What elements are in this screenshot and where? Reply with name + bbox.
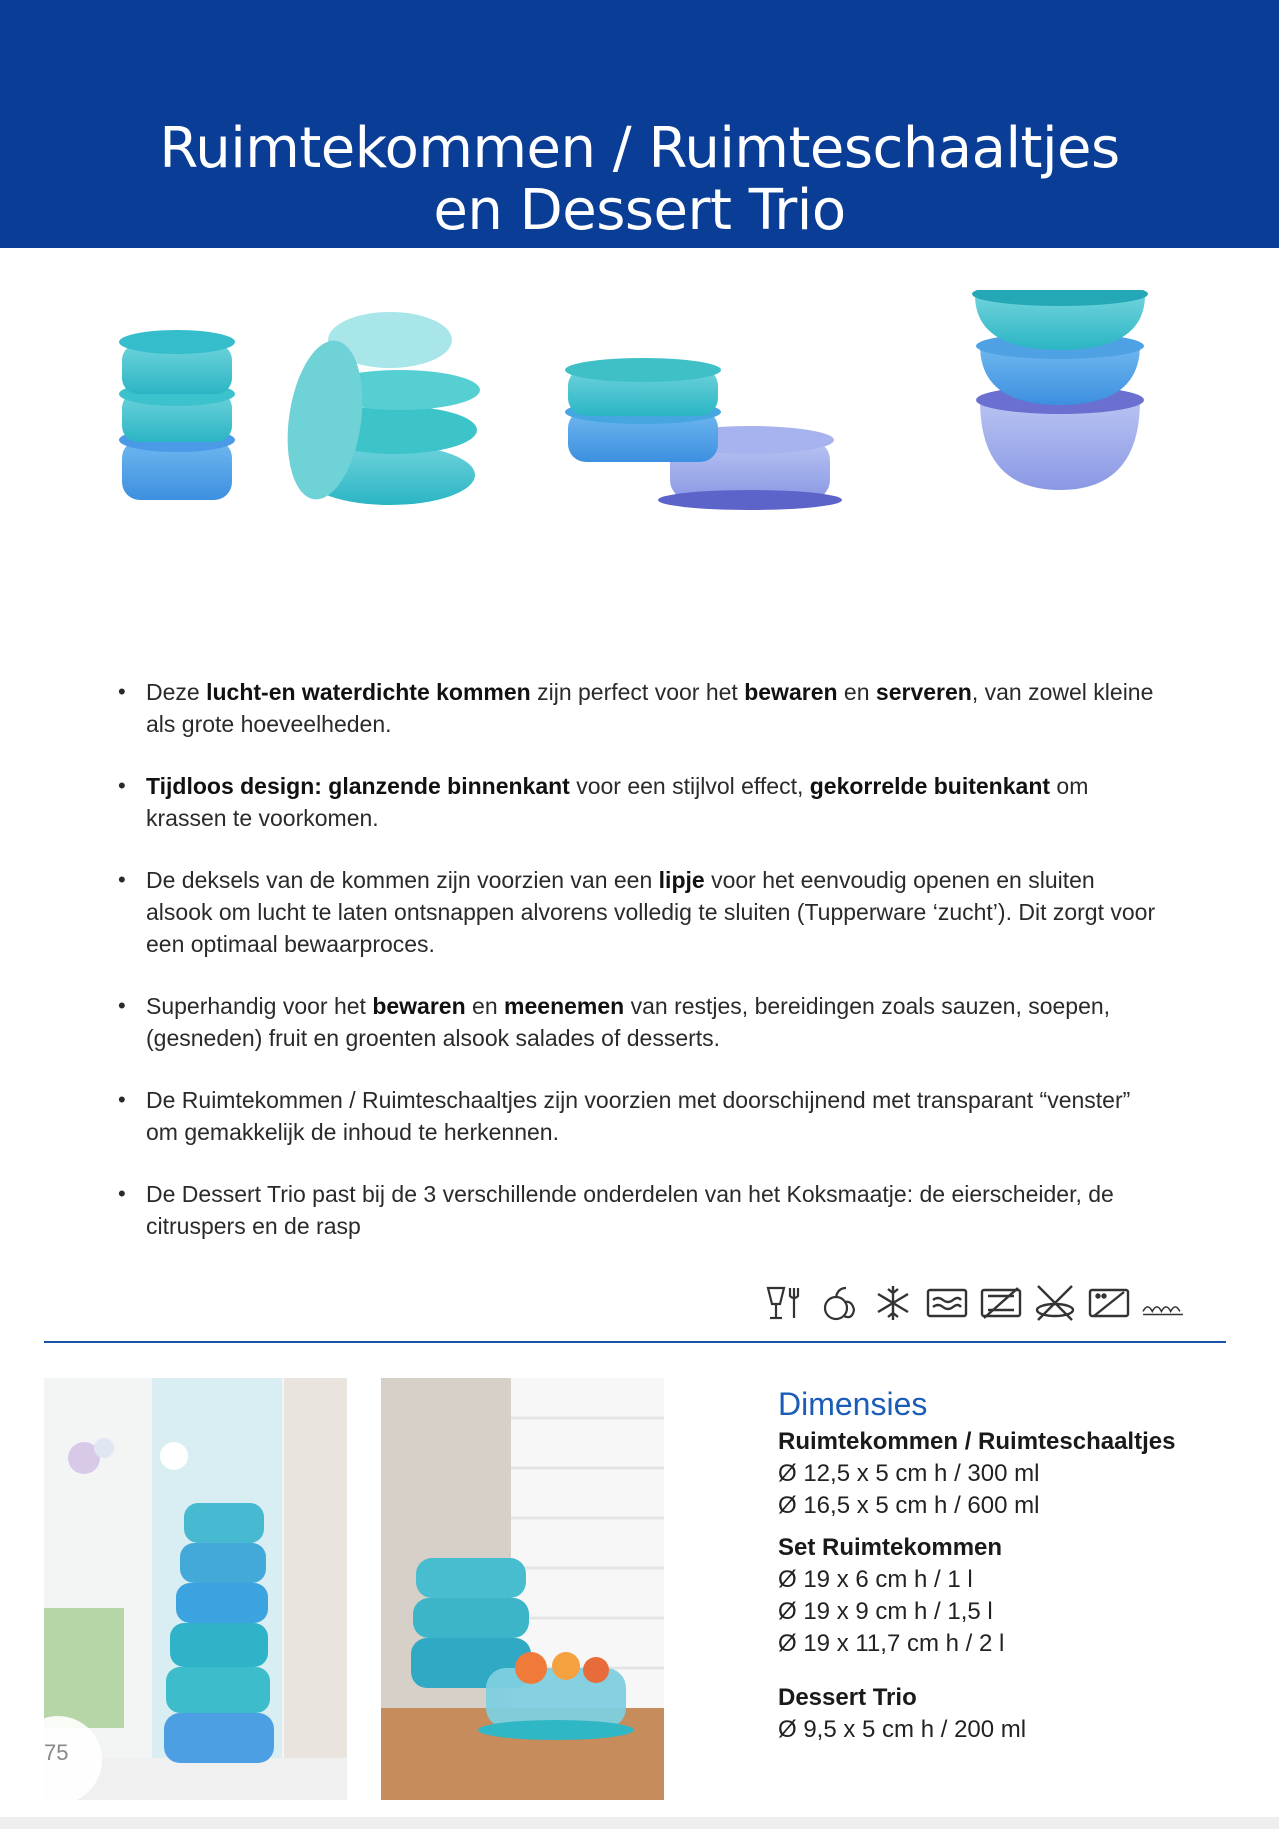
dimensions-group-ruimtekommen	[778, 1426, 1248, 1522]
page-header	[0, 0, 1279, 248]
bullet-text: om krassen te voorkomen.	[146, 773, 1089, 831]
dimensions-group-title: Ruimtekommen / Ruimteschaaltjes	[778, 1428, 1176, 1455]
bowl-stack-large	[972, 290, 1148, 490]
bullet-text: , van zowel kleine als grote hoeveelheden.	[146, 679, 1154, 737]
bullet-text: van restjes, bereidingen zoals sauzen, soepen, (gesneden) fruit en groenten alsook salades of desserts.	[146, 993, 1111, 1051]
dimension-value: Ø 12,5 x 5 cm h / 300 ml	[778, 1460, 1040, 1487]
dimensions-group-title: Set Ruimtekommen	[778, 1534, 1003, 1561]
dimension-value: Ø 16,5 x 5 cm h / 600 ml	[778, 1492, 1040, 1519]
feature-bullet	[112, 676, 1162, 740]
bullet-text-bold: lucht-en waterdichte kommen	[206, 679, 531, 705]
usage-icons-row	[762, 1278, 1232, 1328]
feature-bullet	[112, 1084, 1162, 1148]
bullet-text: De deksels van de kommen zijn voorzien van een	[146, 867, 659, 893]
dimensions-group-dessert-trio	[778, 1682, 1248, 1746]
bullet-text: De Ruimtekommen / Ruimteschaaltjes zijn voorzien met doorschijnend met transparant “venster” om gemakkelijk de inhoud te herkennen.	[146, 1087, 1131, 1145]
dimension-value: Ø 19 x 11,7 cm h / 2 l	[778, 1630, 1005, 1657]
feature-bullet-list	[112, 676, 1162, 1272]
bullet-text: voor een stijlvol effect,	[569, 773, 810, 799]
bullet-text-bold: meenemen	[504, 993, 625, 1019]
bpa-free-icon	[1140, 1280, 1186, 1326]
bullet-text-bold: bewaren	[372, 993, 466, 1019]
bottom-bar	[0, 1817, 1279, 1829]
bullet-text: zijn perfect voor het	[530, 679, 745, 705]
dimension-value: Ø 9,5 x 5 cm h / 200 ml	[778, 1716, 1027, 1743]
bullet-text-bold: bewaren	[744, 679, 838, 705]
feature-bullet	[112, 990, 1162, 1054]
hero-product-image	[90, 290, 1250, 650]
freezer-snowflake-icon	[870, 1280, 916, 1326]
no-oven-icon	[978, 1280, 1024, 1326]
no-stovetop-icon	[1032, 1280, 1078, 1326]
page-number: 75	[44, 1740, 69, 1765]
glass-fork-icon	[762, 1280, 808, 1326]
bullet-text: en	[837, 679, 876, 705]
microwave-icon	[924, 1280, 970, 1326]
page-title-line-2: en Dessert Trio	[433, 178, 846, 243]
bullet-text-bold: Tijdloos design: glanzende binnenkant	[146, 773, 570, 799]
bullet-text: Deze	[146, 679, 207, 705]
bullet-text: en	[465, 993, 505, 1019]
dimension-value: Ø 19 x 9 cm h / 1,5 l	[778, 1598, 993, 1625]
feature-bullet	[112, 770, 1162, 834]
dimensions-title: Dimensies	[778, 1386, 928, 1422]
section-divider	[44, 1341, 1226, 1343]
feature-bullet	[112, 1178, 1162, 1242]
bullet-text: De Dessert Trio past bij de 3 verschillende onderdelen van het Koksmaatje: de eierscheider, de citruspers en de rasp	[146, 1181, 1114, 1239]
bowl-stack-flat	[565, 358, 842, 510]
lifestyle-photo-stacked-bowls	[44, 1378, 347, 1800]
fruit-icon	[816, 1280, 862, 1326]
bowl-stack-leaning	[278, 312, 480, 505]
feature-bullet	[112, 864, 1162, 960]
dimensions-group-set-ruimtekommen	[778, 1532, 1248, 1660]
bullet-text: voor het eenvoudig openen en sluiten alsook om lucht te laten ontsnappen alvorens volledig te sluiten (Tupperware ‘zucht’). Dit zorgt voor een optimaal bewaarproces.	[146, 867, 1156, 957]
dimensions-group-title: Dessert Trio	[778, 1684, 917, 1711]
lifestyle-photo-bowls-on-table	[381, 1378, 664, 1800]
dimensions-panel	[778, 1384, 1248, 1756]
bullet-text-bold: lipje	[658, 867, 705, 893]
page-title-line-1: Ruimtekommen / Ruimteschaaltjes	[159, 116, 1120, 181]
bullet-text: Superhandig voor het	[146, 993, 373, 1019]
dimension-value: Ø 19 x 6 cm h / 1 l	[778, 1566, 973, 1593]
bullet-text-bold: gekorrelde buitenkant	[809, 773, 1051, 799]
bullet-text-bold: serveren	[875, 679, 972, 705]
dishwasher-icon	[1086, 1280, 1132, 1326]
bowl-stack-small	[119, 330, 235, 500]
